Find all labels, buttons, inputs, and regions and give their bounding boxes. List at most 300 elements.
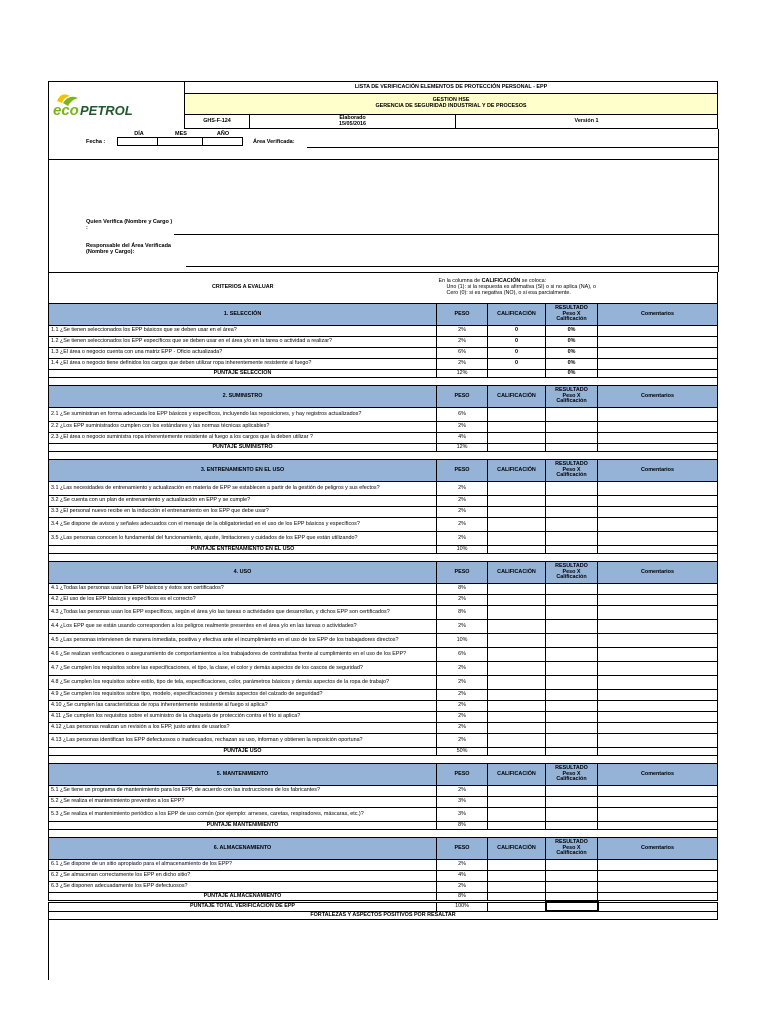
question-text: 4.4 ¿Los EPP que se están usando corresponden a los peligros realmente presentes en el área y/o en las tareas o actividades? [49, 620, 437, 634]
table-row [49, 690, 718, 701]
day-field[interactable] [118, 138, 158, 145]
section-total-peso: 12% [437, 370, 488, 378]
comentarios-cell[interactable] [598, 712, 718, 723]
grand-total-comment [598, 902, 718, 911]
section-total-label: PUNTAJE SELECCIÓN [49, 370, 437, 378]
resultado-header: RESULTADO Peso X Calificación [546, 562, 598, 584]
question-text: 4.6 ¿Se realizan verificaciones o aseguramiento de comportamientos a los trabajadores de contratistas frente al cumplimiento en el uso de los EPP? [49, 648, 437, 662]
note-bold: CALIFICACIÓN [481, 278, 521, 285]
calificacion-header: CALIFICACIÓN [488, 304, 546, 326]
section-title: 4. USO [49, 562, 437, 584]
section-total-cal [488, 370, 546, 378]
question-text: 2.3 ¿El área o negocio suministra ropa inherentemente resistente al fuego a los cargos que la deben utilizar ? [49, 433, 437, 444]
comentarios-cell[interactable] [598, 648, 718, 662]
question-text: 4.1 ¿Todas las personas usan los EPP básicos y éstos son certificados? [49, 584, 437, 595]
section-header [49, 562, 718, 584]
section-header [49, 304, 718, 326]
resultado-cell [546, 422, 598, 433]
table-row [49, 723, 718, 734]
section-total-row [49, 748, 718, 756]
calificacion-cell[interactable]: 0 [488, 348, 546, 359]
note-prefix: En la columna de [438, 278, 482, 285]
section-total-row [49, 822, 718, 830]
peso-cell: 2% [437, 507, 488, 518]
calificacion-cell[interactable] [488, 786, 546, 797]
question-text: 4.2 ¿El uso de los EPP básicos y específicos es el correcto? [49, 595, 437, 606]
comentarios-cell[interactable] [598, 620, 718, 634]
section-total-row [49, 546, 718, 554]
calificacion-cell[interactable] [488, 860, 546, 871]
peso-cell: 2% [437, 620, 488, 634]
elaborado-label: Elaborado [339, 114, 366, 121]
comentarios-cell[interactable] [598, 606, 718, 620]
table-row [49, 808, 718, 822]
calificacion-cell[interactable] [488, 408, 546, 422]
peso-cell: 2% [437, 662, 488, 676]
year-field[interactable] [203, 138, 242, 145]
section-title: 2. SUMINISTRO [49, 386, 437, 408]
note-suffix: se coloca: [520, 278, 547, 285]
section-total-cal [488, 546, 546, 554]
spacer-cell [49, 452, 718, 460]
calificacion-cell[interactable] [488, 482, 546, 496]
spacer-cell [49, 830, 718, 838]
calificacion-header: CALIFICACIÓN [488, 460, 546, 482]
resultado-cell [546, 433, 598, 444]
peso-cell: 8% [437, 584, 488, 595]
table-row [49, 326, 718, 337]
section-header [49, 764, 718, 786]
peso-cell: 2% [437, 723, 488, 734]
resultado-cell [546, 532, 598, 546]
comentarios-cell[interactable] [598, 507, 718, 518]
date-input[interactable] [117, 137, 243, 146]
comentarios-header: Comentarios [598, 386, 718, 408]
resultado-cell [546, 634, 598, 648]
calificacion-header: CALIFICACIÓN [488, 386, 546, 408]
question-text: 3.3 ¿El personal nuevo recibe en la inducción el entrenamiento en los EPP que debe usar? [49, 507, 437, 518]
peso-cell: 2% [437, 496, 488, 507]
question-text: 4.10 ¿Se cumplen las características de ropa inherentemente resistente al fuego si aplica? [49, 701, 437, 712]
resultado-cell [546, 871, 598, 882]
resultado-cell [546, 723, 598, 734]
comentarios-cell[interactable] [598, 359, 718, 370]
question-text: 3.2 ¿Se cuenta con un plan de entrenamiento y actualización en EPP y se cumple? [49, 496, 437, 507]
section-total-comment [598, 546, 718, 554]
section-total-comment [598, 444, 718, 452]
elaborado-cell [250, 115, 456, 129]
grand-total-peso: 100% [437, 902, 488, 911]
calificacion-cell[interactable] [488, 676, 546, 690]
peso-cell: 2% [437, 595, 488, 606]
peso-cell: 3% [437, 797, 488, 808]
section-total-peso: 8% [437, 893, 488, 901]
calificacion-cell[interactable] [488, 496, 546, 507]
divider [49, 159, 718, 160]
question-text: 3.1 ¿Las necesidades de entrenamiento y actualización en materia de EPP se establecen a partir de la gestión de peligros y sus efectos? [49, 482, 437, 496]
peso-cell: 2% [437, 734, 488, 748]
calificacion-cell[interactable] [488, 871, 546, 882]
comentarios-cell[interactable] [598, 496, 718, 507]
section-total-cal [488, 444, 546, 452]
comentarios-cell[interactable] [598, 518, 718, 532]
resultado-cell [546, 595, 598, 606]
table-row [49, 408, 718, 422]
section-total-result [546, 546, 598, 554]
calificacion-cell[interactable] [488, 532, 546, 546]
comentarios-cell[interactable] [598, 532, 718, 546]
table-row [49, 518, 718, 532]
form-info [48, 129, 719, 272]
section-total-comment [598, 822, 718, 830]
table-row [49, 348, 718, 359]
day-header: DÍA [134, 131, 144, 137]
resultado-cell: 0% [546, 359, 598, 370]
resultado-cell: 0% [546, 348, 598, 359]
comentarios-cell[interactable] [598, 595, 718, 606]
table-row [49, 786, 718, 797]
comentarios-cell[interactable] [598, 662, 718, 676]
comentarios-header: Comentarios [598, 562, 718, 584]
question-text: 4.13 ¿Las personas identifican los EPP defectuosos o inadecuados, rechazan su uso, informan y obtienen la reposición oportuna? [49, 734, 437, 748]
question-text: 4.9 ¿Se cumplen los requisitos sobre tipo, modelo, especificaciones y demás aspectos del calzado de seguridad? [49, 690, 437, 701]
resultado-cell [546, 408, 598, 422]
calificacion-header: CALIFICACIÓN [488, 562, 546, 584]
table-row [49, 634, 718, 648]
fortalezas-heading: FORTALEZAS Y ASPECTOS POSITIVOS POR RESALTAR [49, 911, 718, 920]
criterios-note [437, 273, 718, 304]
resultado-header: RESULTADO Peso X Calificación [546, 838, 598, 860]
calificacion-cell[interactable] [488, 507, 546, 518]
peso-cell: 8% [437, 606, 488, 620]
version-label: Versión 1 [456, 115, 718, 129]
section-total-result [546, 822, 598, 830]
comentarios-cell[interactable] [598, 871, 718, 882]
comentarios-header: Comentarios [598, 838, 718, 860]
section-total-comment [598, 370, 718, 378]
resultado-cell [546, 606, 598, 620]
department-1: GESTION HSE [432, 97, 470, 104]
peso-cell: 2% [437, 337, 488, 348]
peso-header: PESO [437, 838, 488, 860]
peso-cell: 2% [437, 712, 488, 723]
section-spacer [49, 554, 718, 562]
section-spacer [49, 452, 718, 460]
calificacion-cell[interactable] [488, 701, 546, 712]
peso-cell: 2% [437, 860, 488, 871]
question-text: 4.11 ¿Se cumplen los requisitos sobre el suministro de la chaqueta de protección contra el frío si aplica? [49, 712, 437, 723]
table-row [49, 507, 718, 518]
calificacion-cell[interactable] [488, 422, 546, 433]
grand-total-result[interactable] [546, 902, 598, 911]
question-text: 4.8 ¿Se cumplen los requisitos sobre estilo, tipo de tela, especificaciones, color, parámetros básicos y demás aspectos de la ropa de trabajo? [49, 676, 437, 690]
criterios-uno: Uno (1): si la respuesta es afirmativa (SI) o si no aplica (NA), o [446, 284, 596, 291]
resultado-cell [546, 518, 598, 532]
table-row [49, 496, 718, 507]
year-header: AÑO [216, 131, 230, 137]
peso-cell: 2% [437, 422, 488, 433]
department-cell [185, 94, 718, 115]
peso-cell: 6% [437, 648, 488, 662]
resultado-cell [546, 797, 598, 808]
peso-header: PESO [437, 562, 488, 584]
section-total-peso: 12% [437, 444, 488, 452]
document-code: GHS-F-124 [185, 115, 250, 129]
calificacion-cell[interactable] [488, 662, 546, 676]
spacer-cell [49, 554, 718, 562]
question-text: 6.2 ¿Se almacenan correctamente los EPP en dicho sitio? [49, 871, 437, 882]
criterios-label: CRITERIOS A EVALUAR [49, 273, 437, 304]
calificacion-header: CALIFICACIÓN [488, 838, 546, 860]
spacer-cell [49, 756, 718, 764]
section-total-peso: 10% [437, 546, 488, 554]
comentarios-cell[interactable] [598, 634, 718, 648]
peso-cell: 2% [437, 882, 488, 893]
criterios-cero: Cero (0): si es negativa (NO), o si esa parcialmente. [446, 289, 571, 296]
table-row [49, 359, 718, 370]
resultado-cell [546, 676, 598, 690]
calificacion-cell[interactable] [488, 808, 546, 822]
peso-header: PESO [437, 304, 488, 326]
calificacion-cell[interactable] [488, 606, 546, 620]
grand-total-table [48, 901, 718, 920]
table-row [49, 734, 718, 748]
calificacion-cell[interactable] [488, 620, 546, 634]
resultado-cell [546, 808, 598, 822]
resultado-cell [546, 701, 598, 712]
comentarios-cell[interactable] [598, 797, 718, 808]
comentarios-cell[interactable] [598, 408, 718, 422]
table-row [49, 860, 718, 871]
comentarios-header: Comentarios [598, 764, 718, 786]
ecopetrol-logo [51, 91, 182, 119]
calificacion-cell[interactable] [488, 433, 546, 444]
resultado-cell: 0% [546, 337, 598, 348]
comentarios-cell[interactable] [598, 860, 718, 871]
section-total-row [49, 893, 718, 901]
responsable-label: Responsable del Área Verificada (Nombre y Cargo): [86, 243, 171, 255]
section-title: 3. ENTRENAMIENTO EN EL USO [49, 460, 437, 482]
comentarios-cell[interactable] [598, 584, 718, 595]
question-text: 6.1 ¿Se dispone de un sitio apropiado para el almacenamiento de los EPP? [49, 860, 437, 871]
peso-cell: 2% [437, 532, 488, 546]
calificacion-cell[interactable] [488, 595, 546, 606]
resultado-cell [546, 620, 598, 634]
calificacion-cell[interactable] [488, 518, 546, 532]
peso-header: PESO [437, 764, 488, 786]
table-row [49, 620, 718, 634]
comentarios-cell[interactable] [598, 676, 718, 690]
table-row [49, 584, 718, 595]
logo-cell [49, 82, 185, 129]
table-row [49, 882, 718, 893]
comentarios-cell[interactable] [598, 482, 718, 496]
peso-cell: 2% [437, 701, 488, 712]
checklist-sheet [48, 81, 717, 980]
fecha-label: Fecha : [86, 139, 106, 145]
section-total-comment [598, 748, 718, 756]
grand-total-cal [488, 902, 546, 911]
table-row [49, 482, 718, 496]
peso-cell: 2% [437, 518, 488, 532]
question-text: 3.4 ¿Se dispone de avisos y señales adecuados con el mensaje de la obligatoriedad en el uso de los EPP básicos y específicos? [49, 518, 437, 532]
resultado-cell [546, 786, 598, 797]
calificacion-cell[interactable]: 0 [488, 359, 546, 370]
question-text: 4.7 ¿Se cumplen los requisitos sobre las especificaciones, el tipo, la clase, el color y demás aspectos de los cascos de seguridad? [49, 662, 437, 676]
month-header: MES [175, 131, 187, 137]
table-row [49, 422, 718, 433]
section-spacer [49, 756, 718, 764]
calificacion-cell[interactable] [488, 882, 546, 893]
table-row [49, 871, 718, 882]
resultado-header: RESULTADO Peso X Calificación [546, 764, 598, 786]
peso-cell: 4% [437, 433, 488, 444]
calificacion-cell[interactable] [488, 584, 546, 595]
peso-cell: 2% [437, 482, 488, 496]
section-total-result [546, 444, 598, 452]
section-total-cal [488, 822, 546, 830]
section-header [49, 386, 718, 408]
comentarios-cell[interactable] [598, 433, 718, 444]
peso-cell: 3% [437, 808, 488, 822]
peso-cell: 2% [437, 786, 488, 797]
section-total-cal [488, 893, 546, 901]
peso-header: PESO [437, 460, 488, 482]
elaborado-date: 15/05/2016 [339, 120, 366, 127]
resultado-cell [546, 712, 598, 723]
section-total-row [49, 444, 718, 452]
document-title: LISTA DE VERIFICACIÓN ELEMENTOS DE PROTECCIÓN PERSONAL - EPP [185, 82, 718, 94]
section-total-peso: 50% [437, 748, 488, 756]
logo-text-petrol: PETROL [80, 103, 133, 119]
question-text: 1.4 ¿El área o negocio tiene definidos los cargos que deben utilizar ropa inherentemente resistente al fuego? [49, 359, 437, 370]
section-total-label: PUNTAJE SUMINISTRO [49, 444, 437, 452]
section-header [49, 460, 718, 482]
resultado-cell [546, 584, 598, 595]
fortalezas-area[interactable] [48, 920, 718, 980]
table-row [49, 595, 718, 606]
resultado-cell [546, 648, 598, 662]
section-title: 5. MANTENIMIENTO [49, 764, 437, 786]
table-row [49, 606, 718, 620]
question-text: 1.3 ¿El área o negocio cuenta con una matriz EPP - Oficio actualizada? [49, 348, 437, 359]
area-field[interactable] [307, 147, 718, 148]
table-row [49, 712, 718, 723]
comentarios-cell[interactable] [598, 690, 718, 701]
peso-cell: 2% [437, 690, 488, 701]
table-row [49, 648, 718, 662]
table-row [49, 532, 718, 546]
table-row [49, 433, 718, 444]
calificacion-cell[interactable]: 0 [488, 326, 546, 337]
calificacion-cell[interactable] [488, 734, 546, 748]
question-text: 5.3 ¿Se realiza el mantenimiento periódico a los EPP de uso común (por ejemplo: arneses, caretas, respiradores, máscaras, etc.)? [49, 808, 437, 822]
section-title: 6. ALMACENAMIENTO [49, 838, 437, 860]
section-total-label: PUNTAJE USO [49, 748, 437, 756]
checklist-table [48, 272, 718, 901]
responsable-field[interactable] [186, 266, 718, 267]
peso-cell: 6% [437, 348, 488, 359]
question-text: 1.2 ¿Se tienen seleccionados los EPP específicos que se deben usar en el área y/o en la tarea o actividad a realizar? [49, 337, 437, 348]
resultado-cell [546, 496, 598, 507]
calificacion-cell[interactable]: 0 [488, 337, 546, 348]
peso-cell: 2% [437, 676, 488, 690]
logo-text-eco: eco [53, 102, 79, 120]
calificacion-cell[interactable] [488, 648, 546, 662]
comentarios-cell[interactable] [598, 422, 718, 433]
question-text: 4.3 ¿Todas las personas usan los EPP específicos, según el área y/o las tareas o actividades que desarrollan, y dichos EPP son certificados? [49, 606, 437, 620]
peso-header: PESO [437, 386, 488, 408]
section-header [49, 838, 718, 860]
resultado-header: RESULTADO Peso X Calificación [546, 386, 598, 408]
comentarios-cell[interactable] [598, 337, 718, 348]
section-total-label: PUNTAJE ENTRENAMIENTO EN EL USO [49, 546, 437, 554]
resultado-cell [546, 507, 598, 518]
question-text: 6.3 ¿Se disponen adecuadamente los EPP defectuosos? [49, 882, 437, 893]
question-text: 2.1 ¿Se suministran en forma adecuada los EPP básicos y específicos, incluyendo las reposiciones, y hay registros actualizados? [49, 408, 437, 422]
resultado-cell [546, 662, 598, 676]
section-total-result [546, 893, 598, 901]
comentarios-cell[interactable] [598, 348, 718, 359]
resultado-cell: 0% [546, 326, 598, 337]
section-total-label: PUNTAJE ALMACENAMIENTO [49, 893, 437, 901]
comentarios-cell[interactable] [598, 734, 718, 748]
resultado-cell [546, 734, 598, 748]
calificacion-cell[interactable] [488, 634, 546, 648]
comentarios-cell[interactable] [598, 882, 718, 893]
section-total-result: 0% [546, 370, 598, 378]
peso-cell: 2% [437, 326, 488, 337]
quien-label: Quien Verifica (Nombre y Cargo ) : [86, 219, 173, 231]
question-text: 5.1 ¿Se tiene un programa de mantenimiento para los EPP, de acuerdo con las instrucciones de los fabricantes? [49, 786, 437, 797]
comentarios-cell[interactable] [598, 326, 718, 337]
month-field[interactable] [158, 138, 202, 145]
resultado-header: RESULTADO Peso X Calificación [546, 460, 598, 482]
section-total-row [49, 370, 718, 378]
calificacion-header: CALIFICACIÓN [488, 764, 546, 786]
calificacion-cell[interactable] [488, 712, 546, 723]
calificacion-cell[interactable] [488, 723, 546, 734]
area-label: Área Verificada: [253, 139, 295, 145]
resultado-cell [546, 860, 598, 871]
quien-field[interactable] [174, 234, 718, 235]
resultado-header: RESULTADO Peso X Calificación [546, 304, 598, 326]
peso-cell: 2% [437, 359, 488, 370]
comentarios-header: Comentarios [598, 304, 718, 326]
calificacion-cell[interactable] [488, 797, 546, 808]
spacer-cell [49, 378, 718, 386]
section-spacer [49, 830, 718, 838]
resultado-cell [546, 482, 598, 496]
peso-cell: 10% [437, 634, 488, 648]
comentarios-cell[interactable] [598, 786, 718, 797]
table-row [49, 701, 718, 712]
section-total-comment [598, 893, 718, 901]
resultado-cell [546, 690, 598, 701]
question-text: 2.2 ¿Los EPP suministrados cumplen con los estándares y las normas técnicas aplicables? [49, 422, 437, 433]
section-title: 1. SELECCIÓN [49, 304, 437, 326]
question-text: 4.12 ¿Las personas realizan un revisión a los EPP, justo antes de usarlos? [49, 723, 437, 734]
comentarios-cell[interactable] [598, 808, 718, 822]
calificacion-cell[interactable] [488, 690, 546, 701]
question-text: 3.5 ¿Las personas conocen lo fundamental del funcionamiento, ajuste, limitaciones y cuidados de los EPP que están utilizando? [49, 532, 437, 546]
comentarios-cell[interactable] [598, 701, 718, 712]
table-row [49, 337, 718, 348]
comentarios-cell[interactable] [598, 723, 718, 734]
question-text: 5.2 ¿Se realiza el mantenimiento preventivo a los EPP? [49, 797, 437, 808]
question-text: 4.5 ¿Las personas intervienen de manera inmediata, positiva y efectiva ante el incumplimiento en el uso de los EPP de los trabajadores directos? [49, 634, 437, 648]
comentarios-header: Comentarios [598, 460, 718, 482]
